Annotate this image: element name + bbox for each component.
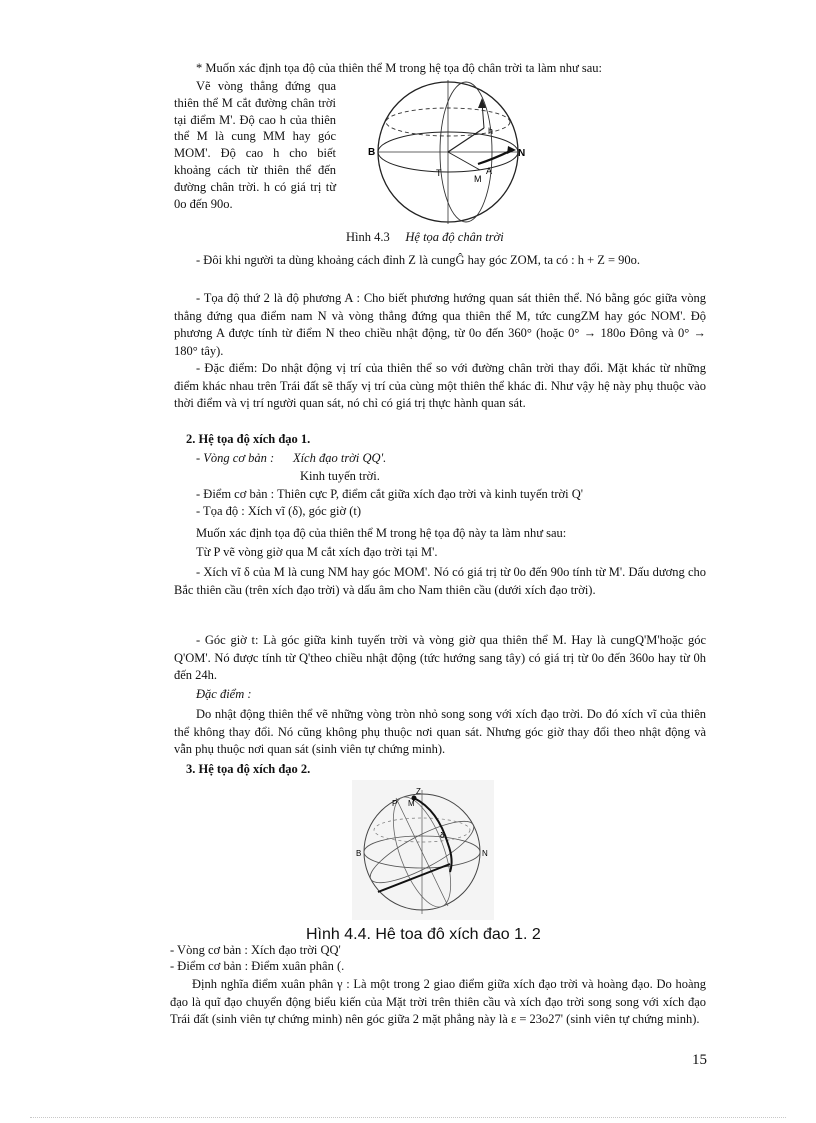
figure-4-3-caption bbox=[346, 230, 504, 245]
basic-circle-value-1: Xích đạo trời QQ'. bbox=[292, 451, 387, 465]
label-b: B bbox=[356, 849, 362, 858]
basic-circle-line bbox=[196, 450, 386, 468]
features-paragraph-2: Do nhật động thiên thể vẽ những vòng tròn nhỏ song song với xích đạo trời. Do đó xích vĩ của thiên thể không thay đổi. Nó cũng không phụ thuộc nơi quan sát. Nhưng góc giờ thay đổi theo nhật động và vẫn phụ thuộc nơi quan sát (sinh viên tự chứng minh). bbox=[174, 707, 706, 756]
azimuth-paragraph: - Tọa độ thứ 2 là độ phương A : Cho biết phương hướng quan sát thiên thể. Nó bằng góc giữa vòng thẳng đứng qua điểm nam N và vòng thẳng đứng qua thiên thể M, tức cungZM hay góc NOM'. Độ phương A được tính từ điểm N theo chiều nhật động, từ 0o đến 360° (hoặc 0° → 180o Đông và 0° → 180° tây). bbox=[174, 291, 706, 358]
declination-paragraph: - Xích vĩ δ của M là cung NM hay góc MOM'. Nó có giá trị từ 0o đến 90o tính từ M'. Dấu dương cho Bắc thiên cầu (trên xích đạo trời) và dấu âm cho Nam thiên cầu (dưới xích đạo trời). bbox=[174, 565, 706, 597]
label-z: Z bbox=[416, 787, 421, 796]
label-m: M bbox=[408, 799, 415, 808]
from-p-line: Từ P vẽ vòng giờ qua M cắt xích đạo trời tại M'. bbox=[196, 545, 438, 559]
section-3-basic-circle: - Vòng cơ bản : Xích đạo trời QQ' bbox=[170, 943, 341, 957]
basic-point-line: - Điểm cơ bản : Thiên cực P, điểm cắt giữa xích đạo trời và kinh tuyến trời Q' bbox=[196, 487, 584, 501]
intro-line: * Muốn xác định tọa độ của thiên thể M trong hệ tọa độ chân trời ta làm như sau: bbox=[196, 61, 602, 75]
section-3-basic-point: - Điểm cơ bản : Điểm xuân phân (. bbox=[170, 959, 345, 973]
label-a: A bbox=[486, 166, 493, 176]
section-3-heading: 3. Hệ tọa độ xích đạo 2. bbox=[186, 762, 311, 776]
projection-line bbox=[448, 152, 480, 170]
caption-number: Hình 4.3 bbox=[346, 230, 390, 244]
basic-circle-value-2: Kinh tuyến trời. bbox=[300, 469, 380, 483]
label-p: P bbox=[392, 799, 398, 808]
caption-title: Hệ tọa độ chân trời bbox=[405, 230, 504, 244]
figure-4-4-caption: Hình 4.4. Hê toa đô xích đao 1. 2 bbox=[306, 926, 541, 943]
label-h: h bbox=[488, 126, 494, 136]
features-paragraph-1: - Đặc điểm: Do nhật động vị trí của thiên thể so với đường chân trời thay đổi. Mặt khác từ những điểm khác nhau trên Trái đất sẽ thấy vị trí của cùng một thiên thể khác đi. Như vậy hệ này phụ thuộc vào thời điểm và vị trí người quan sát, nó chỉ có giá trị thực hành quan sát. bbox=[174, 361, 706, 410]
label-m: M bbox=[474, 174, 482, 184]
vernal-equinox-definition: Định nghĩa điểm xuân phân γ : Là một trong 2 giao điểm giữa xích đạo trời và hoàng đạo. Do hoàng đạo là quĩ đạo chuyển động biểu kiến của Mặt trời trên thiên cầu và xích đạo trời song song với xích đạo Trái đất (sinh viên tự chứng minh) nên góc giữa 2 mặt phẳng này là ε = 23o27' (sinh viên tự chứng minh). bbox=[170, 977, 706, 1026]
equatorial-coordinate-figure bbox=[352, 780, 494, 920]
coordinates-line: - Tọa độ : Xích vĩ (δ), góc giờ (t) bbox=[196, 504, 362, 518]
section-2-heading: 2. Hệ tọa độ xích đạo 1. bbox=[186, 432, 311, 446]
azimuth-arrow-icon bbox=[507, 146, 516, 154]
basic-circle-label: - Vòng cơ bản : bbox=[196, 451, 275, 465]
label-t: T bbox=[436, 168, 442, 178]
how-to-line: Muốn xác định tọa độ của thiên thể M trong hệ tọa độ này ta làm như sau: bbox=[196, 526, 567, 540]
horizon-coordinate-figure bbox=[366, 72, 536, 230]
side-text-height: Vẽ vòng thẳng đứng qua thiên thể M cắt đường chân trời tại điểm M'. Độ cao h của thiên thể M là cung MM hay góc MOM'. Độ cao h cho biết khoảng cách từ thiên thể đến đường chân trời. h có giá trị từ 0o đến 90o. bbox=[174, 79, 336, 211]
label-delta: δ bbox=[440, 831, 445, 840]
hour-angle-paragraph: - Góc giờ t: Là góc giữa kinh tuyến trời và vòng giờ qua thiên thể M. Hay là cungQ'M'hoặc góc Q'OM'. Nó được tính từ Q'theo chiều nhật động (tức hướng sang tây) có giá trị từ 0o đến 360o hay từ 0h đến 24h. bbox=[174, 633, 706, 682]
features-label: Đặc điểm : bbox=[196, 687, 252, 701]
label-n: N bbox=[482, 849, 488, 858]
page-number: 15 bbox=[692, 1052, 707, 1068]
label-n: N bbox=[518, 148, 526, 159]
footer-dotted-line bbox=[30, 1117, 786, 1118]
zenith-distance-paragraph: - Đôi khi người ta dùng khoảng cách đỉnh Z là cungĜ hay góc ZOM, ta có : h + Z = 90o. bbox=[196, 253, 641, 267]
label-b: B bbox=[368, 147, 376, 158]
